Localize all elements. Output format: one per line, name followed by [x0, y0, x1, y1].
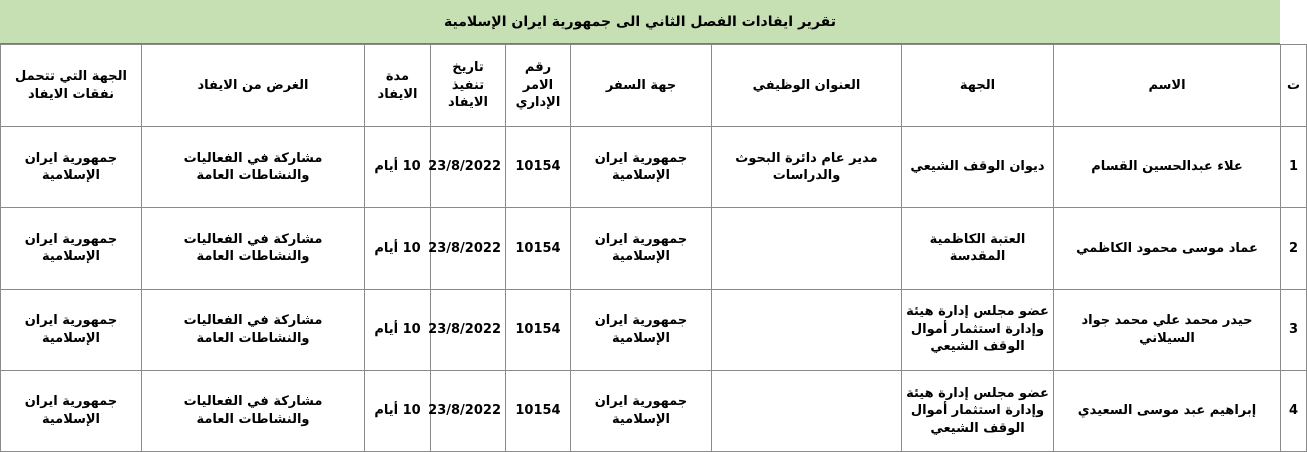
- cell-destination: جمهورية ايران الإسلامية: [571, 208, 712, 289]
- cell-date: 23/8/2022: [431, 127, 506, 208]
- report-table: [0, 44, 1307, 452]
- cell-name: عماد موسى محمود الكاظمي: [1054, 208, 1281, 289]
- report-title: تقرير ايفادات الفصل الثاني الى جمهورية ايران الإسلامية: [0, 0, 1280, 44]
- cell-date: 23/8/2022: [431, 289, 506, 370]
- cell-expense-party: جمهورية ايران الإسلامية: [1, 370, 142, 451]
- header-row: [1, 45, 1307, 127]
- col-header-order-number: رقم الامر الإداري: [506, 45, 571, 127]
- cell-order-number: 10154: [506, 127, 571, 208]
- table-row: [1, 127, 1307, 208]
- cell-date: 23/8/2022: [431, 370, 506, 451]
- cell-duration: 10 أيام: [365, 127, 431, 208]
- cell-name: حيدر محمد علي محمد جواد السيلاني: [1054, 289, 1281, 370]
- cell-index: 1: [1281, 127, 1307, 208]
- cell-purpose: مشاركة في الفعاليات والنشاطات العامة: [142, 208, 365, 289]
- cell-expense-party: جمهورية ايران الإسلامية: [1, 127, 142, 208]
- cell-order-number: 10154: [506, 208, 571, 289]
- cell-destination: جمهورية ايران الإسلامية: [571, 370, 712, 451]
- col-header-expense-party: الجهة التي تتحمل نفقات الايفاد: [1, 45, 142, 127]
- table-row: [1, 208, 1307, 289]
- table-row: [1, 289, 1307, 370]
- cell-order-number: 10154: [506, 370, 571, 451]
- col-header-entity: الجهة: [902, 45, 1054, 127]
- cell-expense-party: جمهورية ايران الإسلامية: [1, 208, 142, 289]
- col-header-name: الاسم: [1054, 45, 1281, 127]
- col-header-duration: مدة الايفاد: [365, 45, 431, 127]
- cell-entity: ديوان الوقف الشيعي: [902, 127, 1054, 208]
- cell-duration: 10 أيام: [365, 208, 431, 289]
- cell-name: علاء عبدالحسين القسام: [1054, 127, 1281, 208]
- col-header-date: تاريخ تنفيذ الايفاد: [431, 45, 506, 127]
- cell-duration: 10 أيام: [365, 289, 431, 370]
- col-header-index: ت: [1281, 45, 1307, 127]
- col-header-job-title: العنوان الوظيفي: [712, 45, 902, 127]
- cell-job-title: [712, 208, 902, 289]
- table-row: [1, 370, 1307, 451]
- cell-job-title: [712, 370, 902, 451]
- cell-purpose: مشاركة في الفعاليات والنشاطات العامة: [142, 127, 365, 208]
- cell-expense-party: جمهورية ايران الإسلامية: [1, 289, 142, 370]
- cell-index: 2: [1281, 208, 1307, 289]
- cell-job-title: [712, 289, 902, 370]
- cell-index: 4: [1281, 370, 1307, 451]
- cell-destination: جمهورية ايران الإسلامية: [571, 127, 712, 208]
- cell-order-number: 10154: [506, 289, 571, 370]
- cell-duration: 10 أيام: [365, 370, 431, 451]
- cell-index: 3: [1281, 289, 1307, 370]
- cell-purpose: مشاركة في الفعاليات والنشاطات العامة: [142, 289, 365, 370]
- col-header-purpose: الغرض من الايفاد: [142, 45, 365, 127]
- cell-date: 23/8/2022: [431, 208, 506, 289]
- cell-purpose: مشاركة في الفعاليات والنشاطات العامة: [142, 370, 365, 451]
- cell-name: إبراهيم عبد موسى السعيدي: [1054, 370, 1281, 451]
- col-header-destination: جهة السفر: [571, 45, 712, 127]
- cell-destination: جمهورية ايران الإسلامية: [571, 289, 712, 370]
- cell-entity: عضو مجلس إدارة هيئة وإدارة استثمار أموال الوقف الشيعي: [902, 289, 1054, 370]
- cell-entity: عضو مجلس إدارة هيئة وإدارة استثمار أموال الوقف الشيعي: [902, 370, 1054, 451]
- cell-entity: العتبة الكاظمية المقدسة: [902, 208, 1054, 289]
- cell-job-title: مدير عام دائرة البحوث والدراسات: [712, 127, 902, 208]
